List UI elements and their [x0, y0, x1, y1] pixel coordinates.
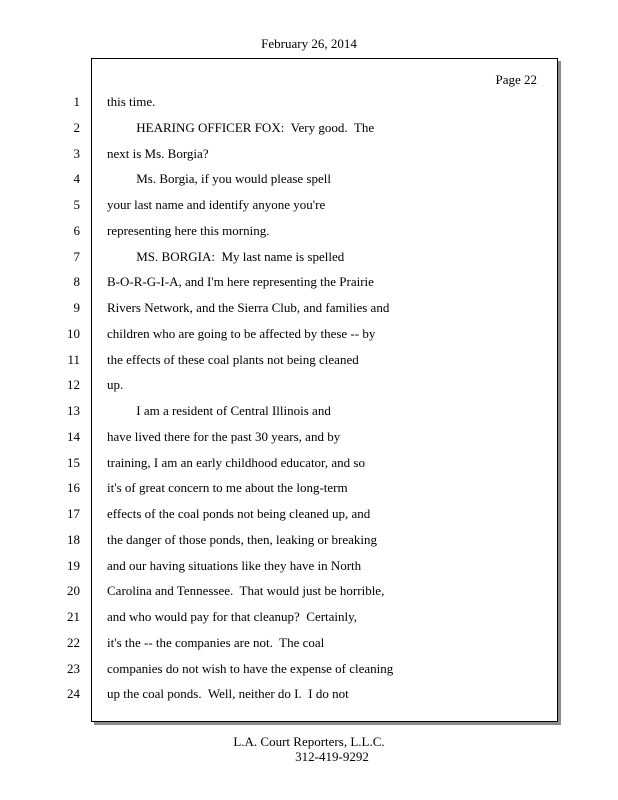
- line-text: and our having situations like they have in North: [107, 558, 362, 573]
- line-number: 2: [73, 120, 80, 135]
- line-number: 22: [67, 635, 80, 650]
- line-number: 10: [67, 326, 80, 341]
- line-text: I am a resident of Central Illinois and: [107, 403, 331, 418]
- line-text: up.: [107, 377, 124, 392]
- line-number: 9: [73, 300, 80, 315]
- line-text: companies do not wish to have the expense of cleaning: [107, 661, 394, 676]
- line-text: Rivers Network, and the Sierra Club, and families and: [107, 300, 390, 315]
- line-text: training, I am an early childhood educator, and so: [107, 455, 365, 470]
- line-number: 21: [67, 609, 80, 624]
- line-text: representing here this morning.: [107, 223, 270, 238]
- line-text: and who would pay for that cleanup? Certainly,: [107, 609, 358, 624]
- line-text: MS. BORGIA: My last name is spelled: [107, 249, 345, 264]
- line-number: 12: [67, 377, 80, 392]
- line-number: 14: [67, 429, 80, 444]
- line-number: 3: [73, 146, 80, 161]
- page-number: Page 22: [495, 72, 537, 87]
- footer-company: L.A. Court Reporters, L.L.C.: [233, 734, 385, 749]
- line-text: HEARING OFFICER FOX: Very good. The: [107, 120, 375, 135]
- line-text: this time.: [107, 94, 156, 109]
- line-text: up the coal ponds. Well, neither do I. I do not: [107, 686, 349, 701]
- line-number: 19: [67, 558, 80, 573]
- line-number: 11: [67, 352, 80, 367]
- line-number: 13: [67, 403, 80, 418]
- line-number: 4: [73, 171, 80, 186]
- line-text: your last name and identify anyone you're: [107, 197, 326, 212]
- line-number: 20: [67, 583, 80, 598]
- line-text: Ms. Borgia, if you would please spell: [107, 171, 331, 186]
- line-number: 8: [73, 274, 80, 289]
- line-text: the effects of these coal plants not being cleaned: [107, 352, 359, 367]
- line-number: 15: [67, 455, 80, 470]
- line-number: 1: [73, 94, 80, 109]
- line-text: it's the -- the companies are not. The coal: [107, 635, 325, 650]
- line-number: 23: [67, 661, 80, 676]
- line-text: the danger of those ponds, then, leaking or breaking: [107, 532, 378, 547]
- line-text: B-O-R-G-I-A, and I'm here representing the Prairie: [107, 274, 374, 289]
- line-text: it's of great concern to me about the long-term: [107, 480, 348, 495]
- line-number: 17: [67, 506, 80, 521]
- line-text: have lived there for the past 30 years, and by: [107, 429, 341, 444]
- line-number: 24: [67, 686, 80, 701]
- line-number: 6: [73, 223, 80, 238]
- line-text: children who are going to be affected by these -- by: [107, 326, 376, 341]
- line-number: 5: [73, 197, 80, 212]
- line-number: 18: [67, 532, 80, 547]
- footer-phone: 312-419-9292: [295, 749, 369, 764]
- line-text: Carolina and Tennessee. That would just be horrible,: [107, 583, 385, 598]
- header-date: February 26, 2014: [261, 36, 357, 51]
- line-number: 16: [67, 480, 80, 495]
- footer: [0, 734, 618, 764]
- line-number: 7: [73, 249, 80, 264]
- line-text: effects of the coal ponds not being cleaned up, and: [107, 506, 371, 521]
- line-text: next is Ms. Borgia?: [107, 146, 209, 161]
